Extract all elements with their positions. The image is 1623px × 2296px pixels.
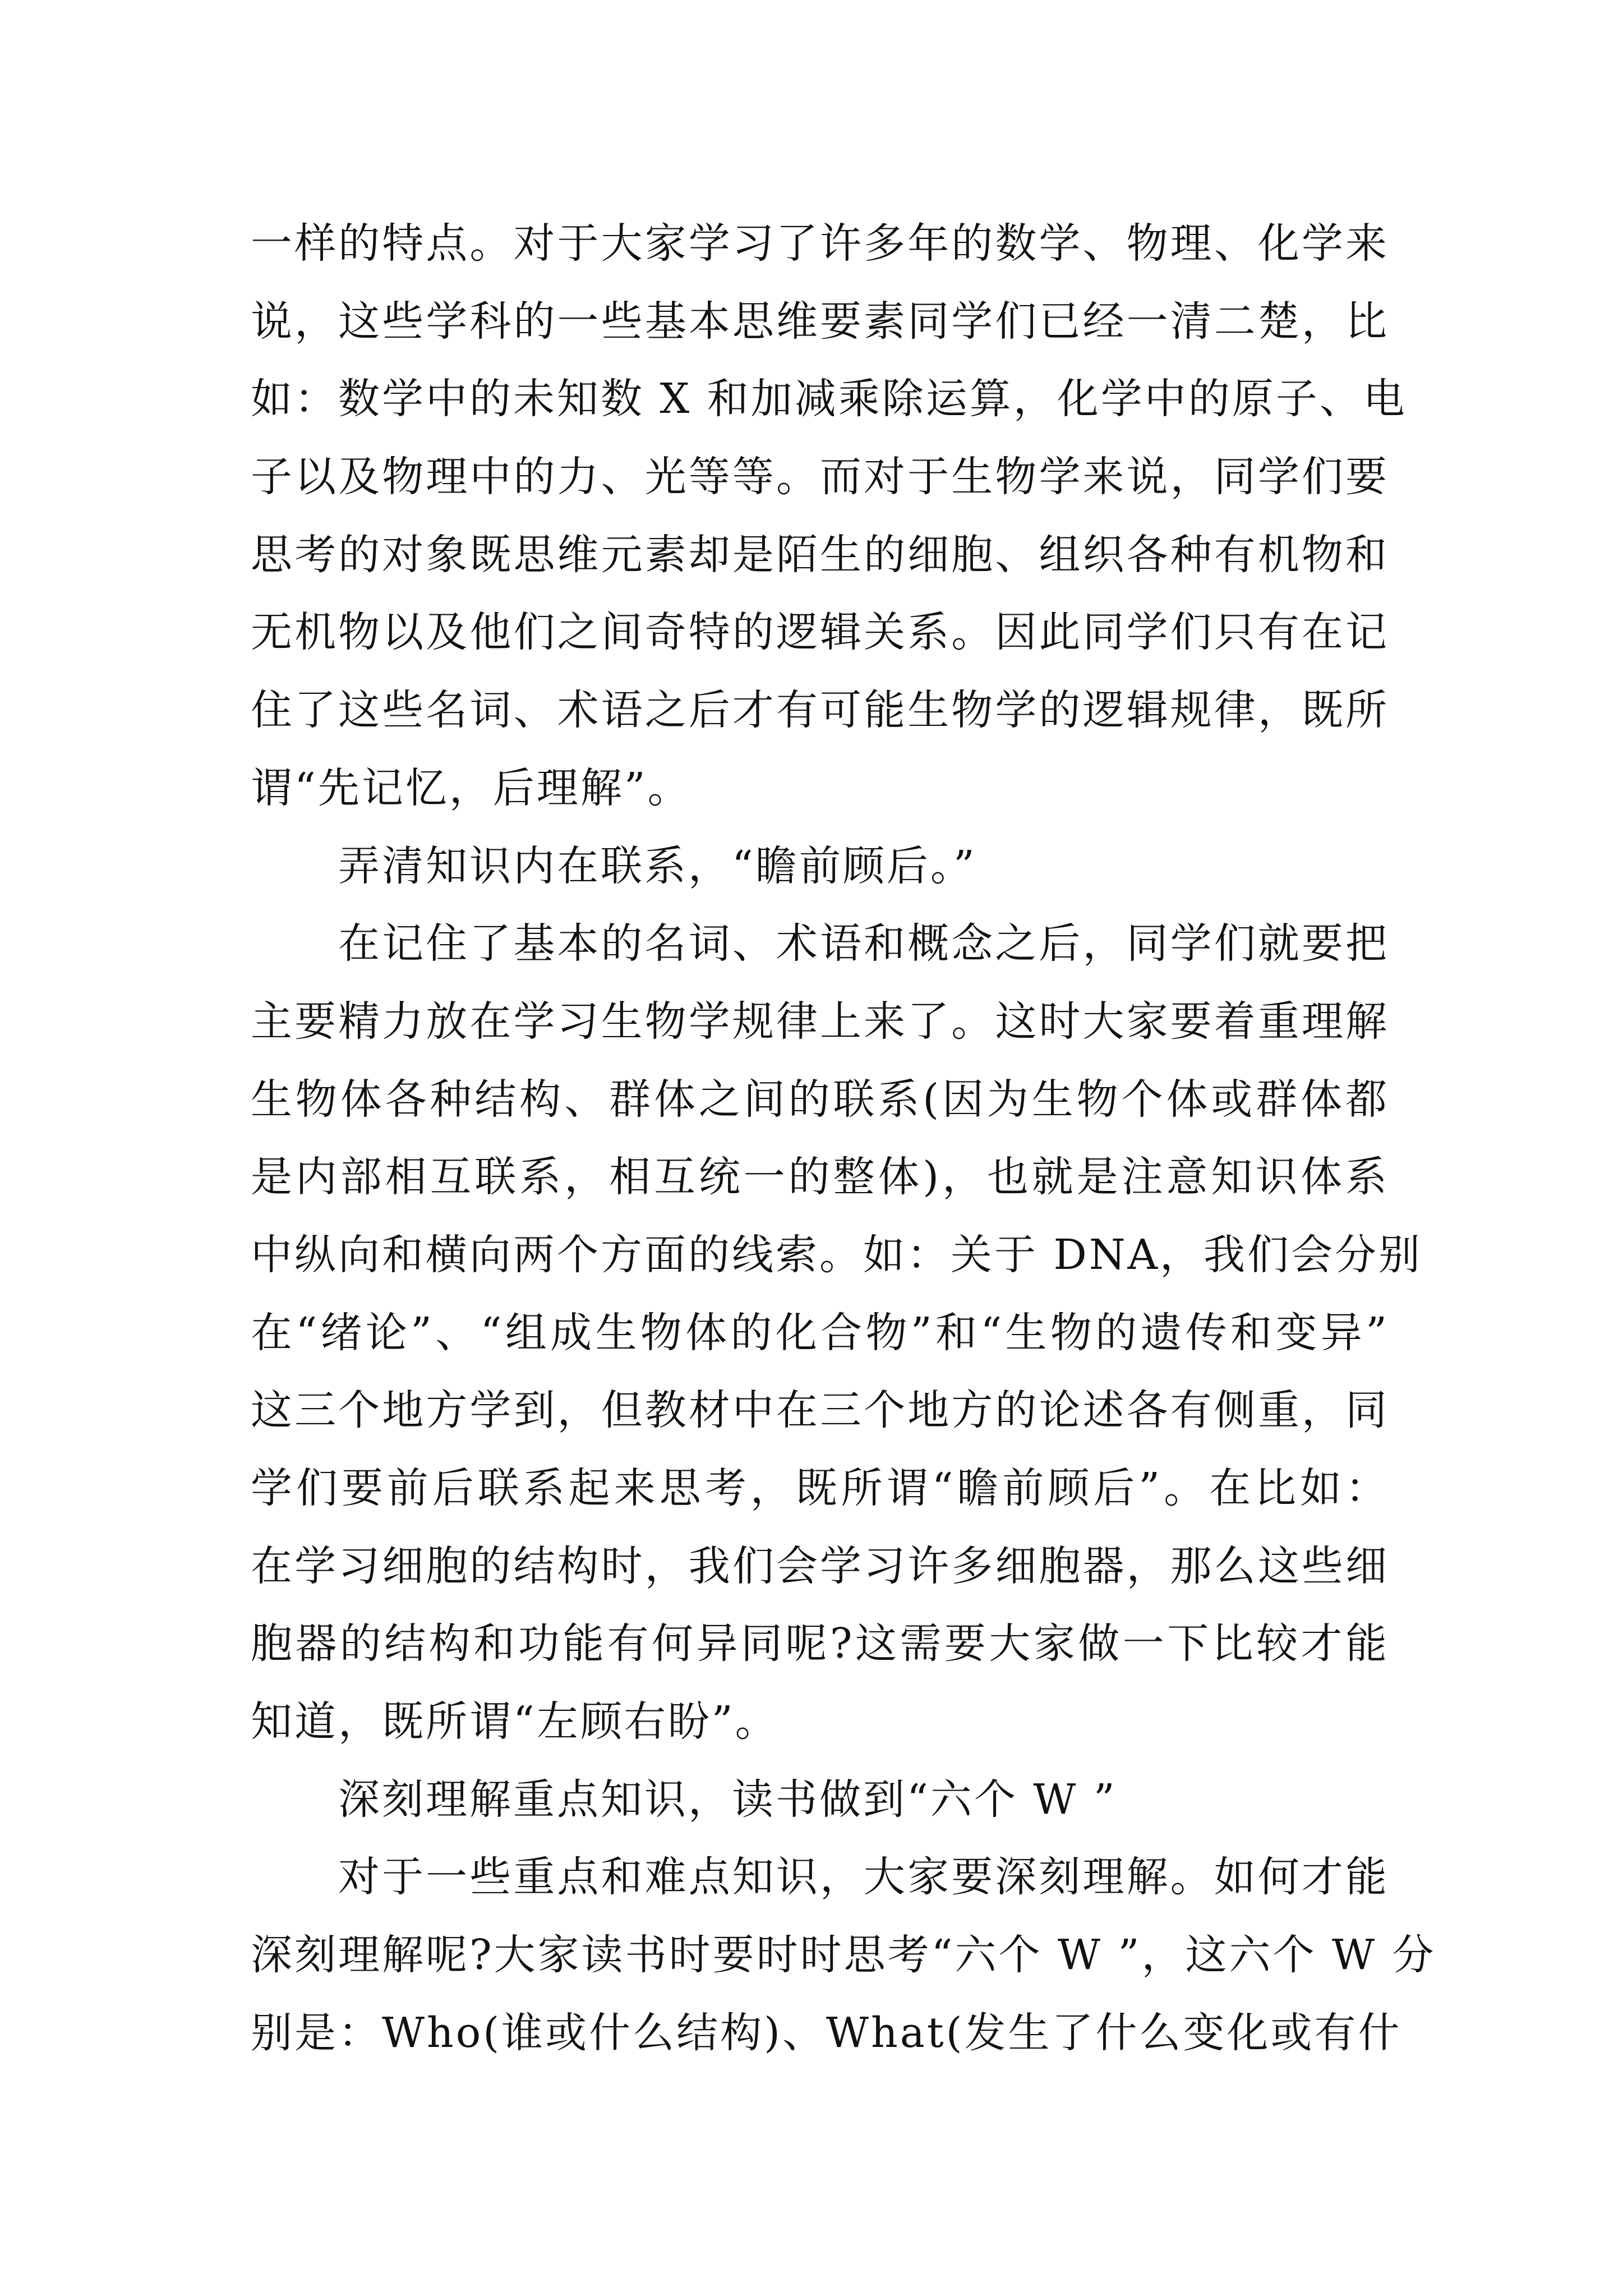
body-text [251, 205, 1436, 2072]
section-heading-text: 深刻理解重点知识，读书做到“六个 W ” [338, 1775, 1117, 1824]
text-line: 在记住了基本的名词、术语和概念之后，同学们就要把 [338, 919, 1389, 968]
text-line: 在“绪论”、“组成生物体的化合物”和“生物的遗传和变异” [251, 1308, 1389, 1357]
text-line: 如：数学中的未知数 X 和加减乘除运算，化学中的原子、电 [251, 375, 1407, 424]
text-line: 生物体各种结构、群体之间的联系(因为生物个体或群体都 [251, 1075, 1389, 1124]
text-line: 学们要前后联系起来思考，既所谓“瞻前顾后”。在比如： [251, 1464, 1389, 1512]
text-line: 说，这些学科的一些基本思维要素同学们已经一清二楚，比 [251, 297, 1389, 346]
text-line: 思考的对象既思维元素却是陌生的细胞、组织各种有机物和 [251, 530, 1389, 579]
text-line: 无机物以及他们之间奇特的逻辑关系。因此同学们只有在记 [251, 608, 1389, 657]
section-heading-text: 弄清知识内在联系，“瞻前顾后。” [338, 841, 977, 890]
section-heading [251, 1761, 1389, 1839]
text-line: 中纵向和横向两个方面的线索。如：关于 DNA，我们会分别 [251, 1230, 1423, 1279]
text-line: 别是：Who(谁或什么结构)、What(发生了什么变化或有什 [251, 2008, 1402, 2057]
paragraph [251, 205, 1407, 827]
paragraph [251, 1838, 1436, 2072]
text-line: 谓“先记忆，后理解”。 [251, 763, 691, 812]
text-line: 一样的特点。对于大家学习了许多年的数学、物理、化学来 [251, 219, 1389, 268]
text-line: 知道，既所谓“左顾右盼”。 [251, 1697, 779, 1746]
text-line: 在学习细胞的结构时，我们会学习许多细胞器，那么这些细 [251, 1542, 1389, 1590]
text-line: 子以及物理中的力、光等等。而对于生物学来说，同学们要 [251, 453, 1389, 501]
text-line: 胞器的结构和功能有何异同呢?这需要大家做一下比较才能 [251, 1619, 1389, 1668]
section-heading [251, 827, 1389, 905]
text-line: 主要精力放在学习生物学规律上来了。这时大家要着重理解 [251, 997, 1389, 1046]
text-line: 住了这些名词、术语之后才有可能生物学的逻辑规律，既所 [251, 686, 1389, 735]
text-line: 是内部相互联系，相互统一的整体)，也就是注意知识体系 [251, 1153, 1389, 1202]
text-line: 深刻理解呢?大家读书时要时时思考“六个 W ”，这六个 W 分 [251, 1931, 1436, 1980]
text-line: 对于一些重点和难点知识，大家要深刻理解。如何才能 [338, 1853, 1389, 1902]
paragraph [251, 905, 1423, 1761]
text-line: 这三个地方学到，但教材中在三个地方的论述各有侧重，同 [251, 1386, 1389, 1435]
